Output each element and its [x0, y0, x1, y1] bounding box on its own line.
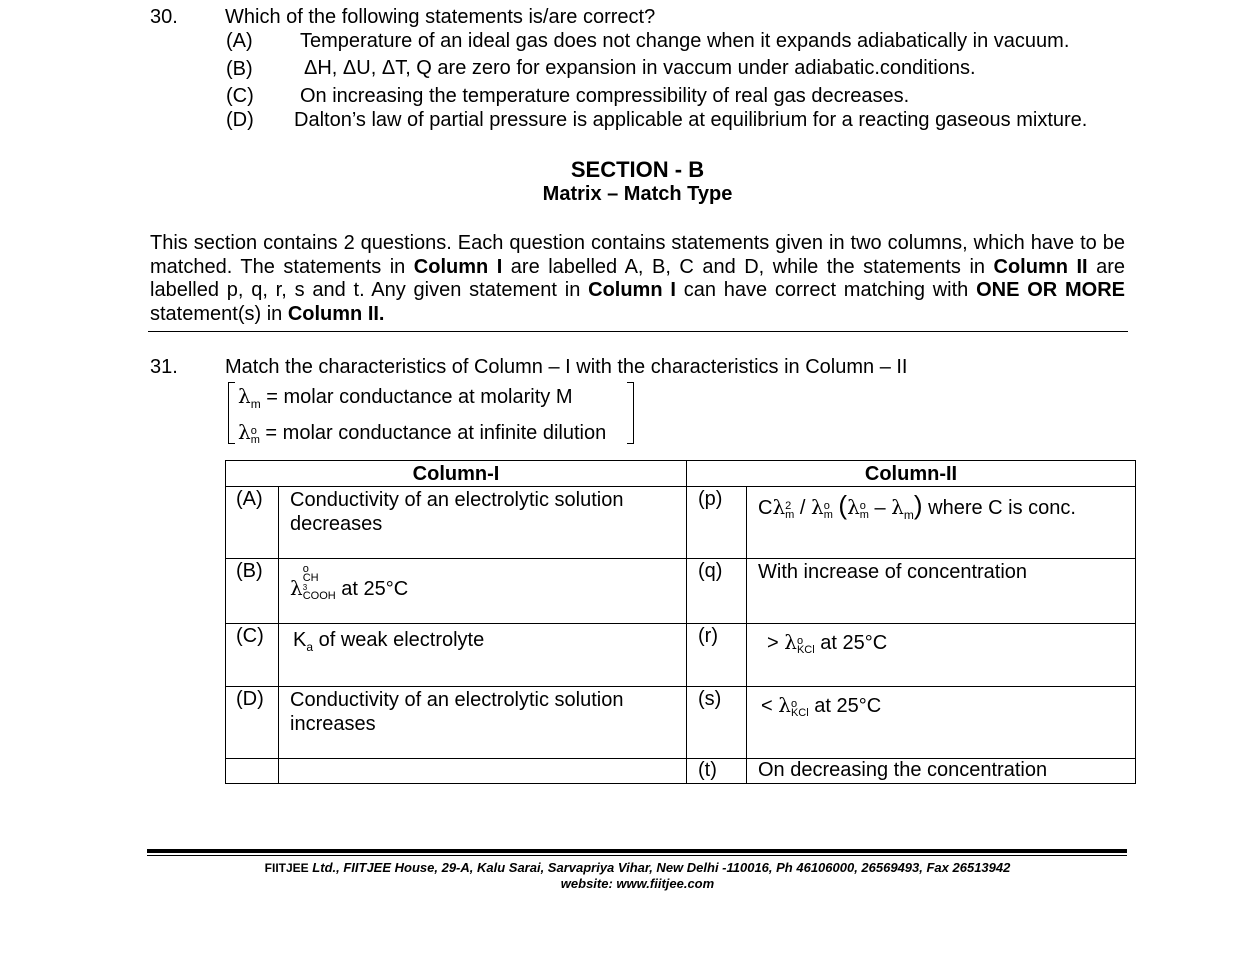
row-b-label: (B) — [226, 559, 279, 624]
question-30-number: 30. — [150, 6, 178, 28]
row-d-text: Conductivity of an electrolytic solution increases — [279, 687, 687, 759]
q30-option-d-label: (D) — [226, 109, 254, 131]
row-c-label: (C) — [226, 624, 279, 687]
column-2-header: Column-II — [687, 461, 1136, 487]
row-empty-label — [226, 759, 279, 784]
q30-option-b-label: (B) — [226, 58, 253, 80]
question-31-text: Match the characteristics of Column – I with the characteristics in Column – II — [225, 356, 908, 378]
left-bracket — [228, 382, 235, 444]
row-q-label: (q) — [687, 559, 747, 624]
q30-option-b-text: ΔH, ΔU, ΔT, Q are zero for expansion in vaccum under adiabatic.conditions. — [304, 57, 976, 79]
row-p-label: (p) — [687, 487, 747, 559]
q30-option-d-text: Dalton’s law of partial pressure is applicable at equilibrium for a reacting gaseous mixture. — [294, 109, 1088, 131]
section-subtitle: Matrix – Match Type — [542, 183, 733, 205]
table-row — [226, 759, 1136, 784]
q30-option-a-text: Temperature of an ideal gas does not change when it expands adiabatically in vacuum. — [300, 30, 1070, 52]
footer-address: FIITJEE Ltd., FIITJEE House, 29-A, Kalu Sarai, Sarvapriya Vihar, New Delhi -110016, Ph 46106000, 26569493, Fax 26513942 — [264, 860, 1011, 875]
table-row — [226, 624, 1136, 687]
right-bracket — [627, 382, 634, 444]
q30-option-c-label: (C) — [226, 85, 254, 107]
footer-website: website: www.fiitjee.com — [560, 876, 715, 891]
row-s-label: (s) — [687, 687, 747, 759]
row-a-label: (A) — [226, 487, 279, 559]
row-t-label: (t) — [687, 759, 747, 784]
row-r-text: > λ o KCl at 25°C — [747, 624, 1136, 687]
section-divider — [148, 331, 1128, 332]
q30-option-c-text: On increasing the temperature compressibility of real gas decreases. — [300, 85, 910, 107]
question-31-number: 31. — [150, 356, 178, 378]
matching-table — [225, 460, 1136, 784]
row-p-text: Cλ 2 m / λ o m (λ o m – $\lambda_m$) where C is conc. — [747, 487, 1136, 559]
section-title: SECTION - B — [570, 157, 705, 182]
table-row — [226, 487, 1136, 559]
row-t-text: On decreasing the concentration — [747, 759, 1136, 784]
column-1-header: Column-I — [226, 461, 687, 487]
table-row — [226, 687, 1136, 759]
row-q-text: With increase of concentration — [747, 559, 1136, 624]
definition-lambda-m-infinite: λ o m = molar conductance at infinite dilution — [238, 420, 607, 446]
definition-lambda-m: $\lambda_m$ = molar conductance at molarity M — [238, 384, 573, 411]
footer-rule-thin — [147, 855, 1127, 856]
row-empty-text — [279, 759, 687, 784]
row-r-label: (r) — [687, 624, 747, 687]
row-b-text: λ o CH 3 COOH at 25°C — [279, 559, 687, 624]
row-s-text: < λ o KCl at 25°C — [747, 687, 1136, 759]
section-instructions: This section contains 2 questions. Each question contains statements given in two columns, which have to be matched. The statements in Column I are labelled A, B, C and D, while the statements in Column II are labelled p, q, r, s and t. Any given statement in Column I can have correct matching with ONE OR MORE statement(s) in Column II. — [150, 232, 1126, 326]
question-30-text: Which of the following statements is/are correct? — [225, 6, 656, 28]
row-c-text: $K_a$ of weak electrolyte — [279, 624, 687, 687]
row-a-text: Conductivity of an electrolytic solution decreases — [279, 487, 687, 559]
footer-rule-thick — [147, 849, 1127, 853]
table-header-row — [226, 461, 1136, 487]
definitions-bracket — [228, 382, 634, 444]
table-row — [226, 559, 1136, 624]
row-d-label: (D) — [226, 687, 279, 759]
q30-option-a-label: (A) — [226, 30, 253, 52]
